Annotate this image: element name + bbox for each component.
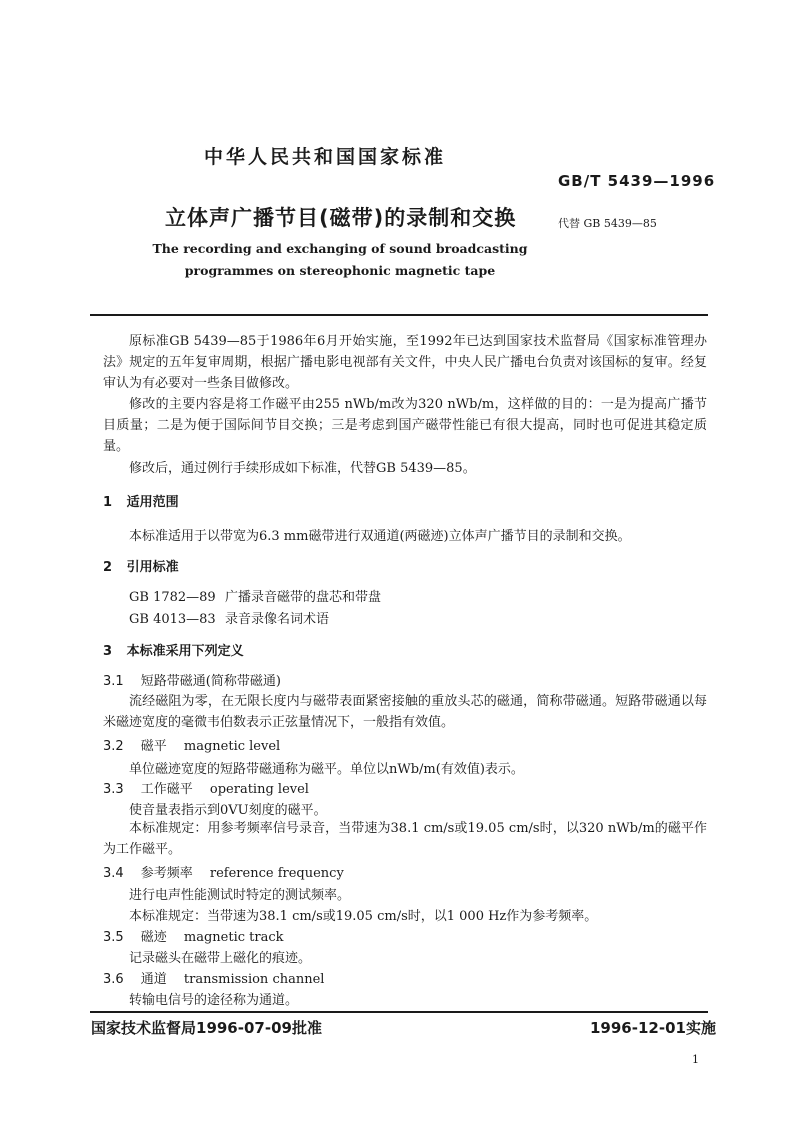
footer-rule: [90, 1011, 708, 1013]
section-2-heading: [103, 556, 179, 575]
definition-term-en: magnetic level: [183, 739, 281, 754]
definition-3-3-rule: 本标准规定：用参考频率信号录音，当带速为38.1 cm/s或19.05 cm/s时，以320 nWb/m的磁平作为工作磁平。: [103, 821, 707, 857]
national-standard-heading: 中华人民共和国国家标准: [204, 146, 447, 168]
definition-term-en: operating level: [209, 782, 309, 797]
foreword-paragraph-1: 原标准GB 5439—85于1986年6月开始实施，至1992年已达到国家技术监督局《国家标准管理办法》规定的五年复审周期，根据广播电影电视部有关文件，中央人民广播电台负责对该国标的复审。经复审认为有必要对一些条目做修改。: [103, 334, 707, 391]
title-en-line2: programmes on stereophonic magnetic tape: [184, 263, 496, 278]
definition-number: 3.6: [103, 972, 124, 987]
definition-number: 3.2: [103, 739, 124, 754]
section-1-text: 本标准适用于以带宽为6.3 mm磁带进行双通道(两磁迹)立体声广播节目的录制和交换。: [129, 529, 631, 544]
approval-date: 国家技术监督局1996-07-09批准: [91, 1019, 322, 1037]
standard-number: GB/T 5439—1996: [558, 172, 716, 190]
definition-3-3-heading: [103, 778, 309, 797]
reference-name: 录音录像名词术语: [225, 612, 330, 627]
definition-3-4-heading: [103, 862, 344, 881]
definition-number: 3.3: [103, 782, 124, 797]
definition-number: 3.4: [103, 866, 124, 881]
replaces-note: 代替 GB 5439—85: [558, 217, 657, 230]
definition-3-2-text: 单位磁迹宽度的短路带磁通称为磁平。单位以nWb/m(有效值)表示。: [129, 762, 524, 777]
definition-3-4-text: 进行电声性能测试时特定的测试频率。: [129, 888, 351, 903]
section-1-heading: [103, 491, 179, 510]
section-2-number: 2: [103, 560, 113, 575]
section-2-title: 引用标准: [126, 560, 179, 575]
definition-3-1-text: 流经磁阻为零，在无限长度内与磁带表面紧密接触的重放头芯的磁通，简称带磁通。短路带磁通以每米磁迹宽度的毫微韦伯数表示正弦量情况下，一般指有效值。: [103, 694, 707, 730]
definition-3-6-text: 转输电信号的途径称为通道。: [129, 993, 299, 1008]
definition-3-2-heading: [103, 735, 280, 754]
header-rule: [90, 314, 708, 316]
definition-term-en: reference frequency: [209, 866, 344, 881]
definition-term: 磁平: [140, 739, 167, 754]
implementation-date: 1996-12-01实施: [590, 1019, 716, 1037]
definition-3-1-heading: [103, 670, 281, 689]
section-1-number: 1: [103, 495, 113, 510]
foreword-paragraph-3: 修改后，通过例行手续形成如下标准，代替GB 5439—85。: [129, 461, 476, 476]
reference-name: 广播录音磁带的盘芯和带盘: [225, 590, 382, 605]
title-en-line1: The recording and exchanging of sound broadcasting: [152, 241, 528, 256]
foreword-paragraph-2: 修改的主要内容是将工作磁平由255 nWb/m改为320 nWb/m，这样做的目的：一是为提高广播节目质量；二是为便于国际间节目交换；三是考虑到国产磁带性能已有很大提高，同时也可促进其稳定质量。: [103, 397, 707, 454]
definition-number: 3.5: [103, 930, 124, 945]
definition-3-4-rule: 本标准规定：当带速为38.1 cm/s或19.05 cm/s时，以1 000 Hz作为参考频率。: [129, 909, 598, 924]
definition-term-en: magnetic track: [183, 930, 284, 945]
definition-3-5-text: 记录磁头在磁带上磁化的痕迹。: [129, 951, 312, 966]
section-1-title: 适用范围: [126, 495, 179, 510]
definition-term-en: transmission channel: [183, 972, 325, 987]
document-title-en: [140, 238, 540, 282]
section-3-heading: [103, 640, 244, 659]
definition-term: 磁迹: [140, 930, 167, 945]
definition-term: 通道: [140, 972, 167, 987]
reference-code: GB 4013—83: [129, 612, 216, 627]
definition-term: 短路带磁通(简称带磁通): [140, 674, 281, 689]
definition-3-3-text: 使音量表指示到0VU刻度的磁平。: [129, 803, 327, 818]
page-number: 1: [692, 1053, 699, 1066]
definition-3-6-heading: [103, 968, 324, 987]
section-3-number: 3: [103, 644, 113, 659]
reference-item: [129, 586, 381, 605]
reference-item: [129, 608, 329, 627]
definition-3-5-heading: [103, 926, 284, 945]
definition-term: 参考频率: [140, 866, 193, 881]
definition-number: 3.1: [103, 674, 124, 689]
document-title-cn: 立体声广播节目(磁带)的录制和交换: [165, 206, 517, 230]
definition-term: 工作磁平: [140, 782, 193, 797]
reference-code: GB 1782—89: [129, 590, 216, 605]
section-3-title: 本标准采用下列定义: [126, 644, 244, 659]
